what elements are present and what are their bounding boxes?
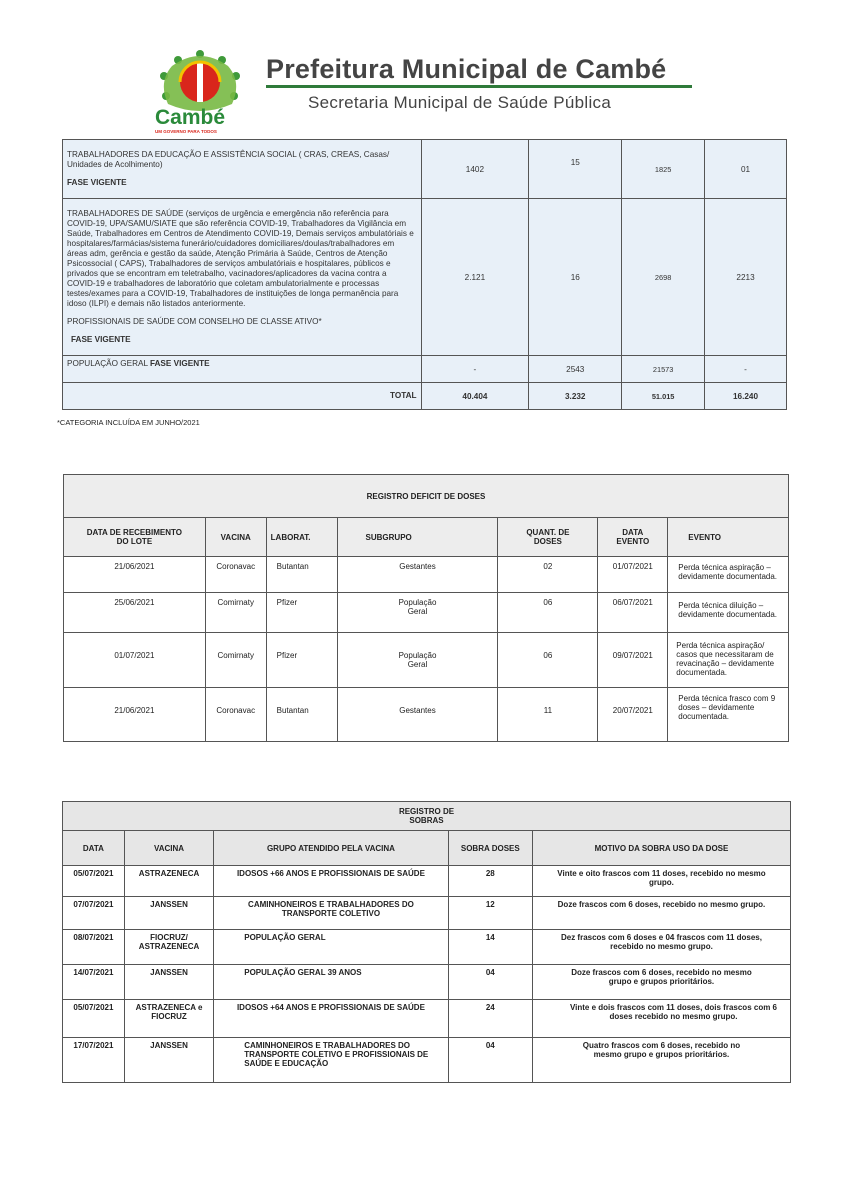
date-cell: 07/07/2021 xyxy=(63,897,125,930)
date-cell: 05/07/2021 xyxy=(63,866,125,897)
value-cell: - xyxy=(705,356,787,383)
table-caption: REGISTRO DEFICIT DE DOSES xyxy=(64,475,789,518)
logo-tagline: UM GOVERNO PARA TODOS xyxy=(155,129,217,134)
date-cell: 21/06/2021 xyxy=(64,688,206,742)
page-title: Prefeitura Municipal de Cambé xyxy=(266,54,667,84)
table-row xyxy=(63,199,787,356)
category-text: TRABALHADORES DE SAÚDE (serviços de urgência e emergência não referência para COVID-19, UPA/SAMU/SIATE que são referência COVID-19, Trabalhadores da Vigilância em Saúde, Trabalhadores em Centros de Atendimento COVID-19, Demais serviços ambulatóriais e hospitalares/farmácias/sistema funerário/cuidadores domiciliares/doulas/trabalhadores em áreas adm, gerência e gestão da saúde, Atenção Primária à Saúde, Centros de Atenção Psicossocial ( CAPS), Trabalhadores de serviços ambulatóriais e hospitalares, públicos e privados que se encontram em teletrabalho, vacinadores/aplicadores da vacina contra a COVID-19 e trabalhadores de laboratório que coletam ambulatorialmente e processas testes/exames para a COVID-19, Trabalhadores de instituições de longa permanência para idoso (ILPI) e demais não listados anteriormente. xyxy=(67,209,414,308)
total-value: 51.015 xyxy=(622,383,705,410)
date-cell: 14/07/2021 xyxy=(63,965,125,1000)
event-date-cell: 20/07/2021 xyxy=(598,688,668,742)
value-cell: 15 xyxy=(529,140,622,199)
vaccine-cell: FIOCRUZ/ ASTRAZENECA xyxy=(124,930,213,965)
table-caption-text: REGISTRO DE SOBRAS xyxy=(398,807,455,825)
date-cell: 17/07/2021 xyxy=(63,1038,125,1083)
event-cell: Perda técnica frasco com 9 doses – devidamente documentada. xyxy=(668,688,789,742)
total-value: 16.240 xyxy=(705,383,787,410)
doses-cell: 12 xyxy=(448,897,532,930)
table-caption xyxy=(63,802,791,831)
category-text: POPULAÇÃO GERAL xyxy=(67,359,148,368)
vaccine-cell: Comirnaty xyxy=(205,593,266,633)
value-cell: 1402 xyxy=(421,140,529,199)
vaccine-cell: JANSSEN xyxy=(124,897,213,930)
reason-cell: Doze frascos com 6 doses, recebido no mesmo grupo e grupos prioritários. xyxy=(532,965,790,1000)
subgroup-cell: População Geral xyxy=(337,593,498,633)
cambe-logo xyxy=(150,48,250,138)
total-row xyxy=(63,383,787,410)
vaccination-category-table xyxy=(62,139,787,410)
group-cell: IDOSOS +64 ANOS E PROFISSIONAIS DE SAÚDE xyxy=(214,1000,448,1038)
table-row xyxy=(63,897,791,930)
date-cell: 01/07/2021 xyxy=(64,633,206,688)
subgroup-cell: População Geral xyxy=(337,633,498,688)
qty-cell: 02 xyxy=(498,557,598,593)
vaccine-cell: JANSSEN xyxy=(124,965,213,1000)
group-cell: IDOSOS +66 ANOS E PROFISSIONAIS DE SAÚDE xyxy=(214,866,448,897)
table-row xyxy=(63,866,791,897)
date-cell: 21/06/2021 xyxy=(64,557,206,593)
title-underline xyxy=(266,85,692,88)
table-row xyxy=(63,930,791,965)
reason-cell: Vinte e oito frascos com 11 doses, recebido no mesmo grupo. xyxy=(532,866,790,897)
dose-deficit-table xyxy=(63,474,789,742)
vaccine-cell: Coronavac xyxy=(205,557,266,593)
table-header-row xyxy=(64,518,789,557)
doses-cell: 04 xyxy=(448,965,532,1000)
date-cell: 05/07/2021 xyxy=(63,1000,125,1038)
column-header: EVENTO xyxy=(668,518,789,557)
date-cell: 25/06/2021 xyxy=(64,593,206,633)
phase-label: FASE VIGENTE xyxy=(71,335,131,344)
table-row xyxy=(63,140,787,199)
category-note: *CATEGORIA INCLUÍDA EM JUNHO/2021 xyxy=(57,418,200,427)
phase-label: FASE VIGENTE xyxy=(67,178,127,187)
category-cell xyxy=(63,199,422,356)
value-cell: 2543 xyxy=(529,356,622,383)
vaccine-cell: ASTRAZENECA e FIOCRUZ xyxy=(124,1000,213,1038)
table-caption-row xyxy=(63,802,791,831)
reason-cell: Vinte e dois frascos com 11 doses, dois frascos com 6 doses recebido no mesmo grupo. xyxy=(532,1000,790,1038)
category-cell xyxy=(63,140,422,199)
event-cell: Perda técnica aspiração – devidamente documentada. xyxy=(668,557,789,593)
table-row xyxy=(63,965,791,1000)
vaccine-cell: ASTRAZENECA xyxy=(124,866,213,897)
value-cell: 1825 xyxy=(622,140,705,199)
value-cell: 01 xyxy=(705,140,787,199)
phase-label: FASE VIGENTE xyxy=(149,359,210,368)
doses-cell: 28 xyxy=(448,866,532,897)
lab-cell: Butantan xyxy=(266,557,337,593)
doses-cell: 04 xyxy=(448,1038,532,1083)
column-header: QUANT. DE DOSES xyxy=(498,518,598,557)
event-cell: Perda técnica diluição – devidamente documentada. xyxy=(668,593,789,633)
column-header: DATA xyxy=(63,831,125,866)
total-value: 40.404 xyxy=(421,383,529,410)
subgroup-cell: Gestantes xyxy=(337,557,498,593)
lab-cell: Pfizer xyxy=(266,633,337,688)
reason-cell: Dez frascos com 6 doses e 04 frascos com 11 doses, recebido no mesmo grupo. xyxy=(532,930,790,965)
category-extra-text: PROFISSIONAIS DE SAÚDE COM CONSELHO DE CLASSE ATIVO* xyxy=(67,317,322,326)
event-date-cell: 01/07/2021 xyxy=(598,557,668,593)
doses-cell: 24 xyxy=(448,1000,532,1038)
subgroup-cell: Gestantes xyxy=(337,688,498,742)
category-cell xyxy=(63,356,422,383)
date-cell: 08/07/2021 xyxy=(63,930,125,965)
vaccine-cell: Coronavac xyxy=(205,688,266,742)
value-cell: 2.121 xyxy=(421,199,529,356)
column-header: VACINA xyxy=(205,518,266,557)
column-header: SUBGRUPO xyxy=(337,518,498,557)
table-row xyxy=(64,593,789,633)
vaccine-cell: JANSSEN xyxy=(124,1038,213,1083)
value-cell: 16 xyxy=(529,199,622,356)
table-header-row xyxy=(63,831,791,866)
table-caption-row xyxy=(64,475,789,518)
category-text: TRABALHADORES DA EDUCAÇÃO E ASSISTÊNCIA SOCIAL ( CRAS, CREAS, Casas/ Unidades de Acolhimento) xyxy=(67,150,390,169)
table-row xyxy=(64,633,789,688)
table-row xyxy=(63,1038,791,1083)
reason-cell: Doze frascos com 6 doses, recebido no mesmo grupo. xyxy=(532,897,790,930)
reason-cell: Quatro frascos com 6 doses, recebido no mesmo grupo e grupos prioritários. xyxy=(532,1038,790,1083)
qty-cell: 06 xyxy=(498,593,598,633)
group-cell: CAMINHONEIROS E TRABALHADORES DO TRANSPORTE COLETIVO xyxy=(214,897,448,930)
column-header: GRUPO ATENDIDO PELA VACINA xyxy=(214,831,448,866)
value-cell: 21573 xyxy=(622,356,705,383)
column-header: MOTIVO DA SOBRA USO DA DOSE xyxy=(532,831,790,866)
column-header: SOBRA DOSES xyxy=(448,831,532,866)
group-cell: POPULAÇÃO GERAL 39 ANOS xyxy=(214,965,448,1000)
table-row xyxy=(64,688,789,742)
group-cell: POPULAÇÃO GERAL xyxy=(214,930,448,965)
event-date-cell: 06/07/2021 xyxy=(598,593,668,633)
doses-cell: 14 xyxy=(448,930,532,965)
lab-cell: Pfizer xyxy=(266,593,337,633)
column-header: DATA EVENTO xyxy=(598,518,668,557)
value-cell: - xyxy=(421,356,529,383)
event-date-cell: 09/07/2021 xyxy=(598,633,668,688)
logo-text: Cambé xyxy=(155,106,226,129)
vaccine-cell: Comirnaty xyxy=(205,633,266,688)
total-label: TOTAL xyxy=(63,383,422,410)
value-cell: 2213 xyxy=(705,199,787,356)
group-cell: CAMINHONEIROS E TRABALHADORES DO TRANSPORTE COLETIVO E PROFISSIONAIS DE SAÚDE E EDUCAÇÃO xyxy=(214,1038,448,1083)
total-value: 3.232 xyxy=(529,383,622,410)
table-row xyxy=(64,557,789,593)
column-header: DATA DE RECEBIMENTO DO LOTE xyxy=(64,518,206,557)
column-header: LABORAT. xyxy=(266,518,337,557)
event-cell: Perda técnica aspiração/ casos que necessitaram de revacinação – devidamente documentada. xyxy=(668,633,789,688)
page-subtitle: Secretaria Municipal de Saúde Pública xyxy=(308,93,612,112)
table-row xyxy=(63,356,787,383)
qty-cell: 06 xyxy=(498,633,598,688)
column-header: VACINA xyxy=(124,831,213,866)
value-cell: 2698 xyxy=(622,199,705,356)
dose-leftover-table xyxy=(62,801,791,1083)
table-row xyxy=(63,1000,791,1038)
qty-cell: 11 xyxy=(498,688,598,742)
lab-cell: Butantan xyxy=(266,688,337,742)
